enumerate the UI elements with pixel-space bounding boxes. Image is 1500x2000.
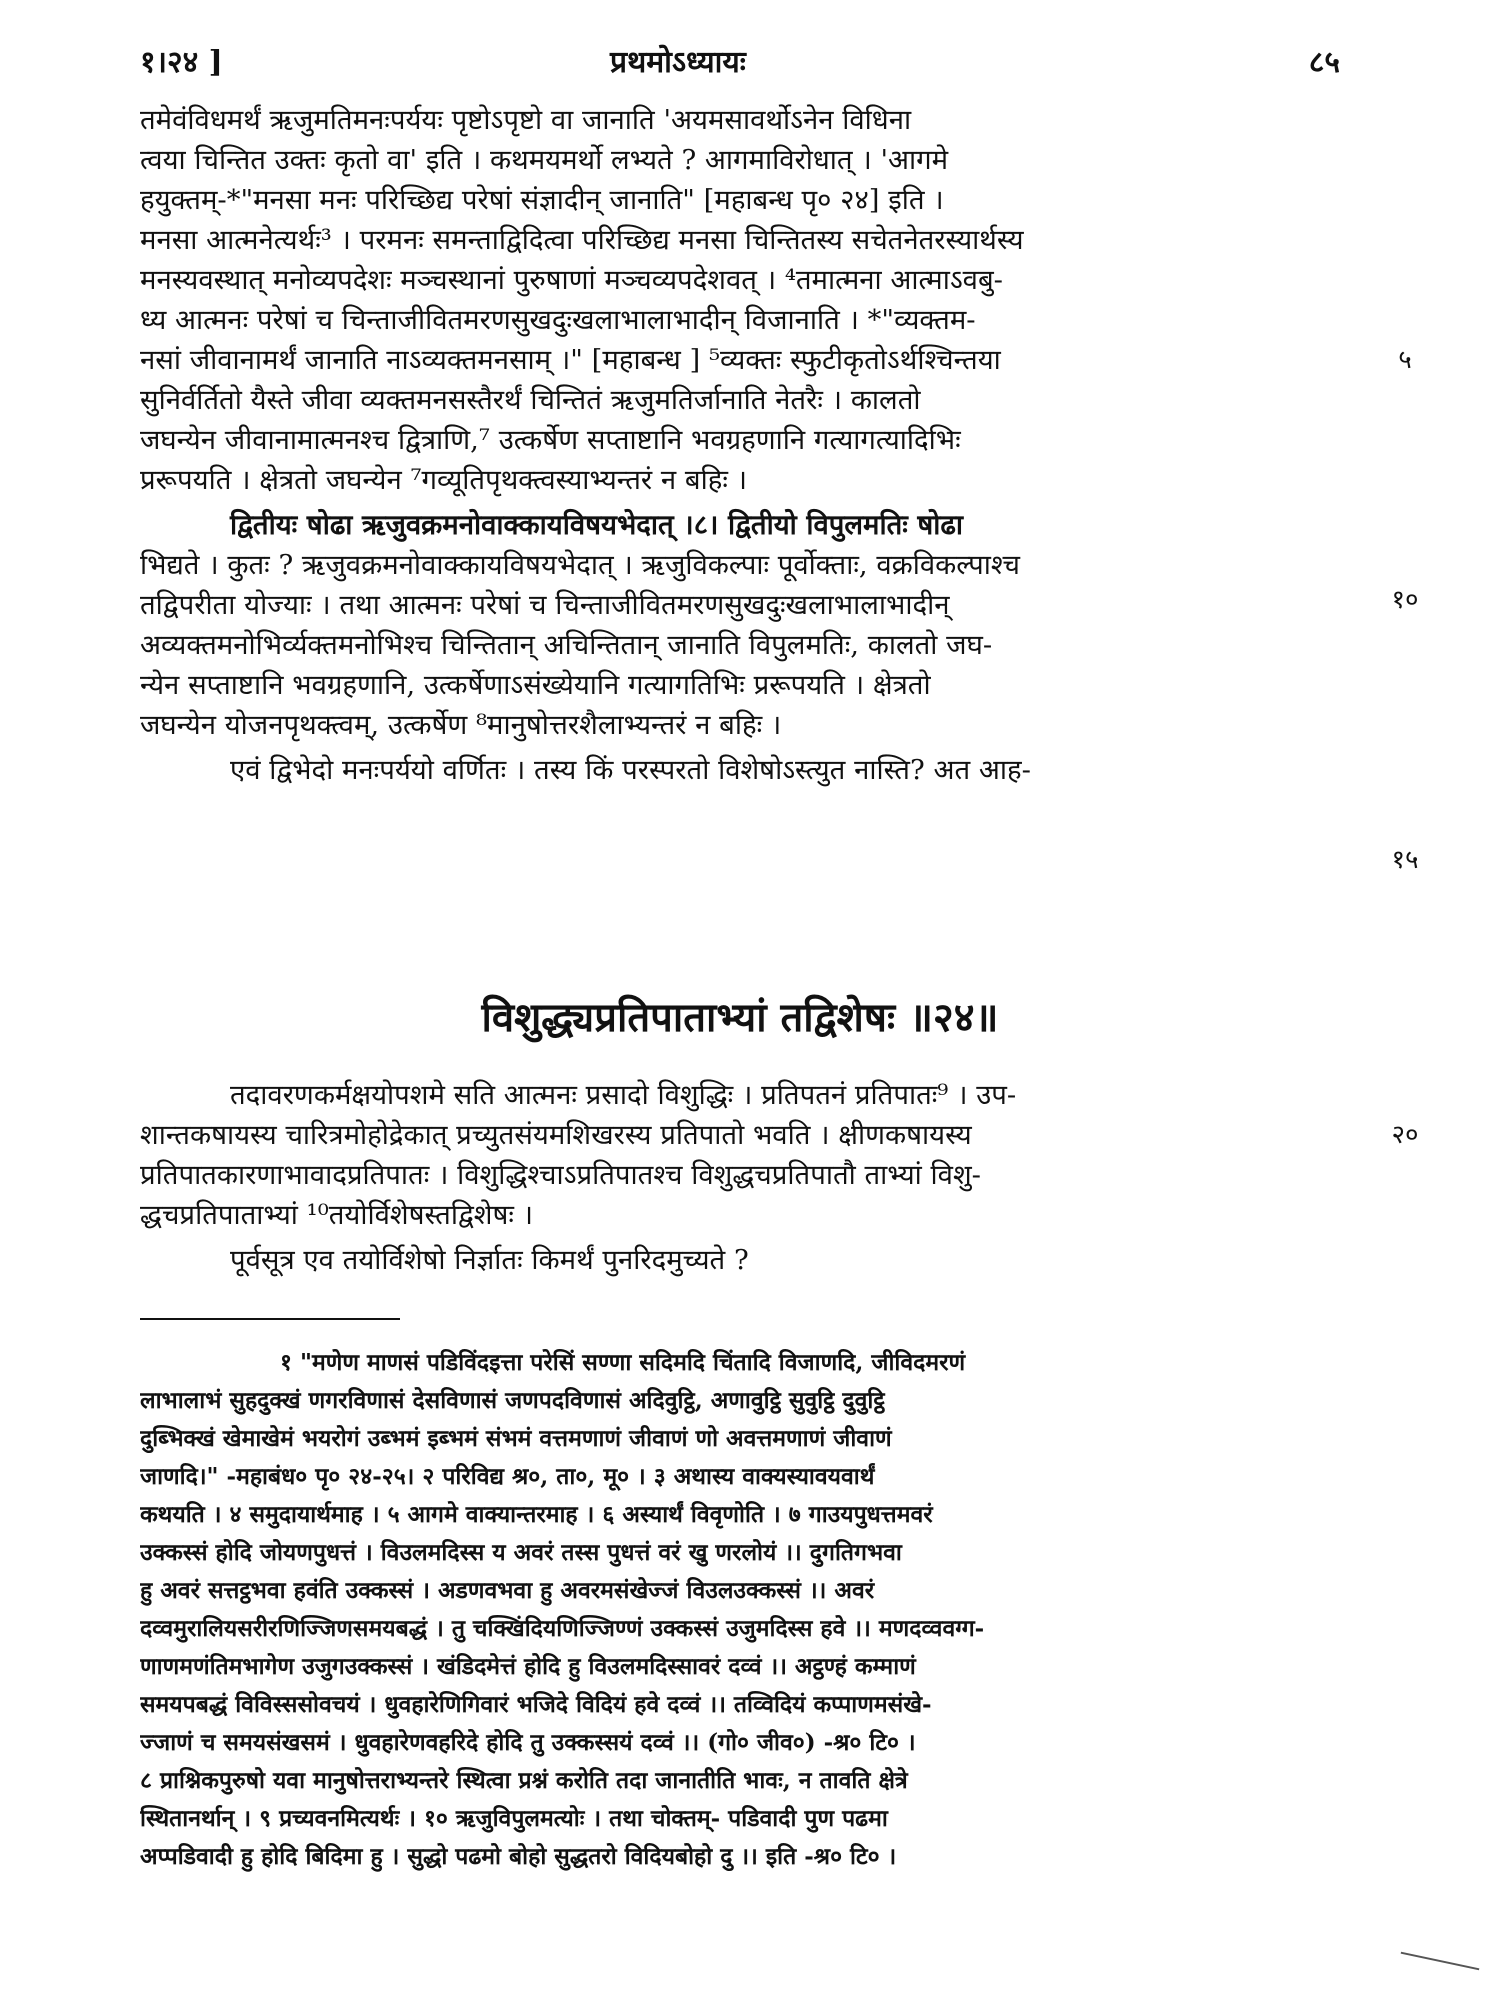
footnote-line: ज्जाणं च समयसंखसमं । धुवहारेणवहरिदे होदि तु उक्कस्सयं दव्वं ।। (गो० जीव०) -श्र० टि० । (140, 1729, 916, 1756)
body-line: जघन्येन जीवानामात्मनश्च द्वित्राणि,⁷ उत्कर्षेण सप्ताष्टानि भवग्रहणानि गत्यागत्यादिभिः (140, 424, 961, 456)
body-line: न्येन सप्ताष्टानि भवग्रहणानि, उत्कर्षेणाऽसंख्येयानि गत्यागतिभिः प्ररूपयति । क्षेत्रतो (140, 669, 931, 701)
footnote-line: लाभालाभं सुहदुक्खं णगरविणासं देसविणासं जणपदविणासं अदिवुट्ठि, अणावुट्ठि सुवुट्ठि दुवुट्ठि (140, 1387, 885, 1414)
footnote-line: १ "मणेण माणसं पडिविंदइत्ता परेसिं सण्णा सदिमदि चिंतादि विजाणदि, जीविदमरणं (280, 1349, 966, 1376)
body-line: ध्य आत्मनः परेषां च चिन्ताजीवितमरणसुखदुःखलाभालाभादीन् विजानाति । *"व्यक्तम- (140, 304, 976, 336)
commentary-line: द्धचप्रतिपाताभ्यां ¹⁰तयोर्विशेषस्तद्विशेषः । (140, 1199, 534, 1231)
body-line: अव्यक्तमनोभिर्व्यक्तमनोभिश्च चिन्तितान् अचिन्तितान् जानाति विपुलमतिः, कालतो जघ- (140, 629, 993, 661)
footnote-divider (140, 1318, 400, 1320)
margin-line-number: २० (1391, 1120, 1419, 1150)
footnote-line: अप्पडिवादी हु होदि बिदिमा हु । सुद्धो पढमो बोहो सुद्धतरो विदियबोहो दु ।। इति -श्र० टि० । (140, 1843, 897, 1870)
footnote-line: दव्वमुरालियसरीरणिज्जिणसमयबद्धं । तु चक्खिंदियणिज्जिण्णं उक्कस्सं उजुमदिस्स हवे ।। मणदव्ववग्ग- (140, 1615, 985, 1642)
sutra-heading: विशुद्ध्यप्रतिपाताभ्यां तद्विशेषः ॥२४॥ (481, 994, 999, 1041)
footnote-line: हु अवरं सत्तट्ठभवा हवंति उक्कस्सं । अडणवभवा हु अवरमसंखेज्जं विउलउक्कस्सं ।। अवरं (140, 1577, 875, 1604)
chapter-title: प्रथमोऽध्यायः (610, 45, 746, 80)
footnote-line: उक्कस्सं होदि जोयणपुधत्तं । विउलमदिस्स य अवरं तस्स पुधत्तं वरं खु णरलोयं ।। दुगतिगभवा (140, 1539, 902, 1566)
footnote-line: स्थितानर्थान् । ९ प्रच्यवनमित्यर्थः । १० ऋजुविपुलमत्योः । तथा चोक्तम्- पडिवादी पुण पढमा (140, 1805, 888, 1832)
sutra-reference: १।२४ ] (140, 45, 223, 80)
body-line: त्वया चिन्तित उक्तः कृतो वा' इति । कथमयमर्थो लभ्यते ? आगमाविरोधात् । 'आगमे (140, 144, 949, 176)
margin-line-number: १५ (1391, 845, 1419, 875)
footnote-line: समयपबद्धं विविस्ससोवचयं । धुवहारेणिगिवारं भजिदे विदियं हवे दव्वं ।। तव्विदियं कप्पाणमसंखे- (140, 1691, 932, 1718)
footnote-line: दुब्भिक्खं खेमाखेमं भयरोगं उब्भमं इब्भमं संभमं वत्तमणाणं जीवाणं णो अवत्तमणाणं जीवाणं (140, 1425, 892, 1452)
commentary-line: प्रतिपातकारणाभावादप्रतिपातः । विशुद्धिश्चाऽप्रतिपातश्च विशुद्धचप्रतिपातौ ताभ्यां विशु- (140, 1159, 981, 1191)
body-line: मनसा आत्मनेत्यर्थः³ । परमनः समन्ताद्विदित्वा परिच्छिद्य मनसा चिन्तितस्य सचेतनेतरस्यार्थस्य (140, 224, 1024, 256)
footnote-line: णाणमणंतिमभागेण उजुगउक्कस्सं । खंडिदमेत्तं होदि हु विउलमदिस्सावरं दव्वं ।। अट्ठण्हं कम्माणं (140, 1653, 916, 1680)
footnote-line: ८ प्राश्निकपुरुषो यवा मानुषोत्तराभ्यन्तरे स्थित्वा प्रश्नं करोति तदा जानातीति भावः, न तावति क्षेत्रे (140, 1767, 908, 1794)
body-line: नसां जीवानामर्थं जानाति नाऽव्यक्तमनसाम् ।" [महाबन्ध ] ⁵व्यक्तः स्फुटीकृतोऽर्थश्चिन्तया (140, 344, 1001, 376)
body-line: मनस्यवस्थात् मनोव्यपदेशः मञ्चस्थानां पुरुषाणां मञ्चव्यपदेशवत् । ⁴तमात्मना आत्माऽवबु- (140, 264, 1003, 296)
body-line: हयुक्तम्-*"मनसा मनः परिच्छिद्य परेषां संज्ञादीन् जानाति" [महाबन्ध पृ० २४] इति । (140, 184, 944, 216)
body-line: सुनिर्वर्तितो यैस्ते जीवा व्यक्तमनसस्तैरर्थं चिन्तितं ऋजुमतिर्जानाति नेतरैः । कालतो (140, 384, 921, 416)
commentary-line: पूर्वसूत्र एव तयोर्विशेषो निर्ज्ञातः किमर्थं पुनरिदमुच्यते ? (230, 1244, 749, 1276)
commentary-line: तदावरणकर्मक्षयोपशमे सति आत्मनः प्रसादो विशुद्धिः । प्रतिपतनं प्रतिपातः⁹ । उप- (230, 1079, 1017, 1111)
margin-line-number: १० (1391, 585, 1419, 615)
vartika-line: द्वितीयः षोढा ऋजुवक्रमनोवाक्कायविषयभेदात् ।८। द्वितीयो विपुलमतिः षोढा (230, 509, 964, 541)
body-line: तद्विपरीता योज्याः । तथा आत्मनः परेषां च चिन्ताजीवितमरणसुखदुःखलाभालाभादीन् (140, 589, 950, 621)
page-number: ८५ (1308, 45, 1340, 80)
body-line: भिद्यते । कुतः ? ऋजुवक्रमनोवाक्कायविषयभेदात् । ऋजुविकल्पाः पूर्वोक्ताः, वक्रविकल्पाश्च (140, 549, 1020, 581)
body-line: जघन्येन योजनपृथक्त्वम्, उत्कर्षेण ⁸मानुषोत्तरशैलाभ्यन्तरं न बहिः । (140, 709, 782, 741)
scan-mark (1401, 1952, 1480, 1971)
body-line: एवं द्विभेदो मनःपर्ययो वर्णितः । तस्य किं परस्परतो विशेषोऽस्त्युत नास्ति? अत आह- (230, 754, 1031, 786)
footnote-line: कथयति । ४ समुदायार्थमाह । ५ आगमे वाक्यान्तरमाह । ६ अस्यार्थं विवृणोति । ७ गाउयपुधत्तमवरं (140, 1501, 933, 1528)
margin-line-number: ५ (1398, 345, 1412, 375)
body-line: तमेवंविधमर्थं ऋजुमतिमनःपर्ययः पृष्टोऽपृष्टो वा जानाति 'अयमसावर्थोऽनेन विधिना (140, 104, 912, 136)
running-header (140, 40, 1340, 88)
commentary-line: शान्तकषायस्य चारित्रमोहोद्रेकात् प्रच्युतसंयमशिखरस्य प्रतिपातो भवति । क्षीणकषायस्य (140, 1119, 972, 1151)
footnote-line: जाणदि।" -महाबंध० पृ० २४-२५। २ परिविद्य श्र०, ता०, मू० । ३ अथास्य वाक्यस्यावयवार्थं (140, 1463, 875, 1490)
body-line: प्ररूपयति । क्षेत्रतो जघन्येन ⁷गव्यूतिपृथक्त्वस्याभ्यन्तरं न बहिः । (140, 464, 748, 496)
